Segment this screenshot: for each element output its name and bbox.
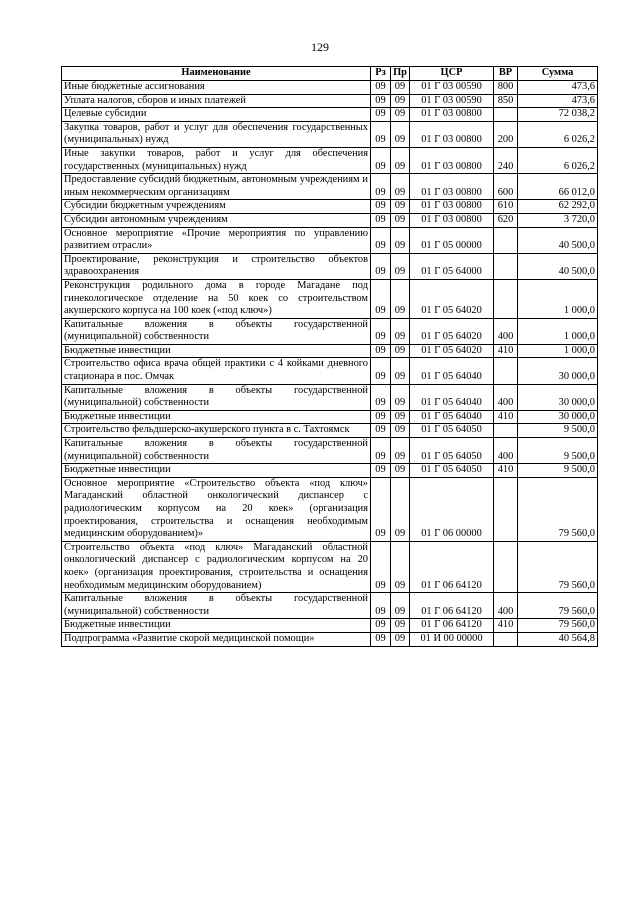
table-row bbox=[62, 279, 598, 318]
table-row bbox=[62, 147, 598, 173]
cell-vr: 800 bbox=[494, 81, 518, 95]
cell-vr: 410 bbox=[494, 410, 518, 424]
table-header-row bbox=[62, 67, 598, 81]
header-name: Наименование bbox=[62, 67, 371, 81]
table-row bbox=[62, 200, 598, 214]
cell-rz: 09 bbox=[371, 541, 391, 592]
cell-pr: 09 bbox=[391, 213, 410, 227]
cell-name: Иные бюджетные ассигнования bbox=[62, 81, 371, 95]
cell-pr: 09 bbox=[391, 344, 410, 358]
cell-rz: 09 bbox=[371, 384, 391, 410]
cell-sum: 1 000,0 bbox=[518, 344, 598, 358]
table-row bbox=[62, 358, 598, 384]
cell-pr: 09 bbox=[391, 279, 410, 318]
cell-sum: 40 500,0 bbox=[518, 253, 598, 279]
cell-sum: 473,6 bbox=[518, 81, 598, 95]
cell-rz: 09 bbox=[371, 279, 391, 318]
cell-name: Основное мероприятие «Строительство объекта «под ключ» Магаданский областной онкологический диспансер с радиологическим корпусом на 20 коек» (организация проектирования, строительства и оснащения необходимым медицинским оборудованием)» bbox=[62, 477, 371, 541]
header-csr: ЦСР bbox=[410, 67, 494, 81]
cell-rz: 09 bbox=[371, 81, 391, 95]
cell-rz: 09 bbox=[371, 593, 391, 619]
cell-pr: 09 bbox=[391, 147, 410, 173]
table-row bbox=[62, 438, 598, 464]
cell-csr: 01 Г 06 64120 bbox=[410, 619, 494, 633]
cell-csr: 01 Г 05 64020 bbox=[410, 344, 494, 358]
cell-csr: 01 Г 05 64040 bbox=[410, 410, 494, 424]
cell-sum: 30 000,0 bbox=[518, 358, 598, 384]
cell-pr: 09 bbox=[391, 593, 410, 619]
cell-csr: 01 Г 03 00800 bbox=[410, 108, 494, 122]
table-row bbox=[62, 384, 598, 410]
table-row bbox=[62, 619, 598, 633]
cell-sum: 79 560,0 bbox=[518, 619, 598, 633]
header-sum: Сумма bbox=[518, 67, 598, 81]
cell-pr: 09 bbox=[391, 464, 410, 478]
header-rz: Рз bbox=[371, 67, 391, 81]
cell-pr: 09 bbox=[391, 358, 410, 384]
cell-rz: 09 bbox=[371, 94, 391, 108]
cell-rz: 09 bbox=[371, 121, 391, 147]
cell-vr bbox=[494, 279, 518, 318]
cell-rz: 09 bbox=[371, 358, 391, 384]
cell-csr: 01 Г 03 00800 bbox=[410, 213, 494, 227]
cell-name: Целевые субсидии bbox=[62, 108, 371, 122]
cell-csr: 01 Г 06 00000 bbox=[410, 477, 494, 541]
cell-name: Бюджетные инвестиции bbox=[62, 464, 371, 478]
cell-sum: 1 000,0 bbox=[518, 279, 598, 318]
cell-sum: 9 500,0 bbox=[518, 464, 598, 478]
cell-pr: 09 bbox=[391, 384, 410, 410]
cell-vr: 620 bbox=[494, 213, 518, 227]
cell-sum: 79 560,0 bbox=[518, 593, 598, 619]
cell-sum: 40 564,8 bbox=[518, 632, 598, 646]
cell-name: Уплата налогов, сборов и иных платежей bbox=[62, 94, 371, 108]
cell-rz: 09 bbox=[371, 464, 391, 478]
cell-csr: 01 Г 03 00590 bbox=[410, 81, 494, 95]
cell-vr bbox=[494, 253, 518, 279]
table-row bbox=[62, 94, 598, 108]
cell-pr: 09 bbox=[391, 108, 410, 122]
cell-csr: 01 Г 05 64020 bbox=[410, 279, 494, 318]
cell-name: Бюджетные инвестиции bbox=[62, 410, 371, 424]
cell-name: Предоставление субсидий бюджетным, автономным учреждениям и иным некоммерческим организациям bbox=[62, 174, 371, 200]
cell-vr: 850 bbox=[494, 94, 518, 108]
cell-rz: 09 bbox=[371, 253, 391, 279]
table-row bbox=[62, 174, 598, 200]
cell-csr: 01 Г 05 64020 bbox=[410, 318, 494, 344]
page-number: 129 bbox=[311, 40, 329, 54]
cell-pr: 09 bbox=[391, 410, 410, 424]
cell-vr: 400 bbox=[494, 384, 518, 410]
table-row bbox=[62, 477, 598, 541]
cell-vr: 200 bbox=[494, 121, 518, 147]
cell-csr: 01 Г 06 64120 bbox=[410, 593, 494, 619]
cell-vr bbox=[494, 477, 518, 541]
cell-csr: 01 Г 05 00000 bbox=[410, 227, 494, 253]
cell-name: Капитальные вложения в объекты государственной (муниципальной) собственности bbox=[62, 438, 371, 464]
cell-sum: 79 560,0 bbox=[518, 477, 598, 541]
table-row bbox=[62, 108, 598, 122]
cell-rz: 09 bbox=[371, 477, 391, 541]
cell-sum: 79 560,0 bbox=[518, 541, 598, 592]
cell-name: Бюджетные инвестиции bbox=[62, 619, 371, 633]
cell-name: Проектирование, реконструкция и строительство объектов здравоохранения bbox=[62, 253, 371, 279]
cell-name: Строительство объекта «под ключ» Магаданский областной онкологический диспансер с радиологическим корпусом на 20 коек» (организация проектирования, строительства и оснащения необходимым медицинским оборудованием) bbox=[62, 541, 371, 592]
cell-pr: 09 bbox=[391, 227, 410, 253]
cell-sum: 6 026,2 bbox=[518, 147, 598, 173]
cell-vr: 410 bbox=[494, 344, 518, 358]
cell-csr: 01 Г 03 00800 bbox=[410, 121, 494, 147]
cell-csr: 01 Г 05 64050 bbox=[410, 438, 494, 464]
cell-sum: 72 038,2 bbox=[518, 108, 598, 122]
cell-vr: 400 bbox=[494, 593, 518, 619]
cell-name: Подпрограмма «Развитие скорой медицинской помощи» bbox=[62, 632, 371, 646]
cell-name: Капитальные вложения в объекты государственной (муниципальной) собственности bbox=[62, 593, 371, 619]
cell-name: Закупка товаров, работ и услуг для обеспечения государственных (муниципальных) нужд bbox=[62, 121, 371, 147]
cell-vr: 240 bbox=[494, 147, 518, 173]
cell-sum: 6 026,2 bbox=[518, 121, 598, 147]
cell-vr: 400 bbox=[494, 438, 518, 464]
cell-csr: 01 Г 03 00800 bbox=[410, 174, 494, 200]
cell-csr: 01 И 00 00000 bbox=[410, 632, 494, 646]
cell-pr: 09 bbox=[391, 632, 410, 646]
cell-name: Бюджетные инвестиции bbox=[62, 344, 371, 358]
cell-rz: 09 bbox=[371, 438, 391, 464]
cell-vr bbox=[494, 424, 518, 438]
table-row bbox=[62, 593, 598, 619]
cell-sum: 40 500,0 bbox=[518, 227, 598, 253]
table-row bbox=[62, 81, 598, 95]
cell-vr: 410 bbox=[494, 464, 518, 478]
cell-pr: 09 bbox=[391, 200, 410, 214]
cell-sum: 9 500,0 bbox=[518, 424, 598, 438]
table-body bbox=[62, 81, 598, 647]
cell-pr: 09 bbox=[391, 318, 410, 344]
cell-vr bbox=[494, 632, 518, 646]
cell-sum: 62 292,0 bbox=[518, 200, 598, 214]
cell-csr: 01 Г 05 64040 bbox=[410, 384, 494, 410]
cell-rz: 09 bbox=[371, 344, 391, 358]
cell-pr: 09 bbox=[391, 619, 410, 633]
cell-csr: 01 Г 03 00800 bbox=[410, 200, 494, 214]
cell-vr: 400 bbox=[494, 318, 518, 344]
table-row bbox=[62, 541, 598, 592]
cell-name: Иные закупки товаров, работ и услуг для обеспечения государственных (муниципальных) нужд bbox=[62, 147, 371, 173]
cell-rz: 09 bbox=[371, 424, 391, 438]
cell-rz: 09 bbox=[371, 227, 391, 253]
header-vr: ВР bbox=[494, 67, 518, 81]
budget-table bbox=[61, 66, 598, 647]
cell-pr: 09 bbox=[391, 121, 410, 147]
table-row bbox=[62, 253, 598, 279]
cell-rz: 09 bbox=[371, 318, 391, 344]
cell-rz: 09 bbox=[371, 200, 391, 214]
cell-vr: 600 bbox=[494, 174, 518, 200]
table-row bbox=[62, 318, 598, 344]
cell-sum: 1 000,0 bbox=[518, 318, 598, 344]
cell-sum: 9 500,0 bbox=[518, 438, 598, 464]
cell-vr: 610 bbox=[494, 200, 518, 214]
cell-sum: 30 000,0 bbox=[518, 384, 598, 410]
cell-name: Строительство офиса врача общей практики с 4 койками дневного стационара в пос. Омчак bbox=[62, 358, 371, 384]
cell-name: Субсидии бюджетным учреждениям bbox=[62, 200, 371, 214]
cell-csr: 01 Г 05 64050 bbox=[410, 424, 494, 438]
cell-csr: 01 Г 05 64040 bbox=[410, 358, 494, 384]
table-row bbox=[62, 424, 598, 438]
cell-rz: 09 bbox=[371, 619, 391, 633]
cell-pr: 09 bbox=[391, 81, 410, 95]
cell-name: Реконструкция родильного дома в городе Магадане под гинекологическое отделение на 50 коек со строительством акушерского корпуса на 100 коек («под ключ») bbox=[62, 279, 371, 318]
cell-name: Капитальные вложения в объекты государственной (муниципальной) собственности bbox=[62, 318, 371, 344]
cell-csr: 01 Г 05 64050 bbox=[410, 464, 494, 478]
cell-rz: 09 bbox=[371, 213, 391, 227]
cell-vr bbox=[494, 541, 518, 592]
cell-rz: 09 bbox=[371, 410, 391, 424]
cell-rz: 09 bbox=[371, 147, 391, 173]
table-row bbox=[62, 213, 598, 227]
cell-csr: 01 Г 05 64000 bbox=[410, 253, 494, 279]
cell-pr: 09 bbox=[391, 174, 410, 200]
cell-pr: 09 bbox=[391, 253, 410, 279]
cell-csr: 01 Г 03 00800 bbox=[410, 147, 494, 173]
cell-vr bbox=[494, 108, 518, 122]
cell-csr: 01 Г 03 00590 bbox=[410, 94, 494, 108]
cell-rz: 09 bbox=[371, 108, 391, 122]
cell-pr: 09 bbox=[391, 424, 410, 438]
cell-rz: 09 bbox=[371, 174, 391, 200]
table-row bbox=[62, 410, 598, 424]
cell-vr bbox=[494, 227, 518, 253]
table-row bbox=[62, 121, 598, 147]
cell-pr: 09 bbox=[391, 541, 410, 592]
cell-sum: 473,6 bbox=[518, 94, 598, 108]
header-pr: Пр bbox=[391, 67, 410, 81]
cell-sum: 3 720,0 bbox=[518, 213, 598, 227]
cell-rz: 09 bbox=[371, 632, 391, 646]
table-row bbox=[62, 632, 598, 646]
cell-pr: 09 bbox=[391, 438, 410, 464]
table-row bbox=[62, 464, 598, 478]
cell-vr: 410 bbox=[494, 619, 518, 633]
cell-pr: 09 bbox=[391, 94, 410, 108]
table-row bbox=[62, 344, 598, 358]
cell-sum: 30 000,0 bbox=[518, 410, 598, 424]
cell-pr: 09 bbox=[391, 477, 410, 541]
cell-name: Субсидии автономным учреждениям bbox=[62, 213, 371, 227]
cell-name: Строительство фельдшерско-акушерского пункта в с. Тахтоямск bbox=[62, 424, 371, 438]
cell-vr bbox=[494, 358, 518, 384]
cell-name: Основное мероприятие «Прочие мероприятия по управлению развитием отрасли» bbox=[62, 227, 371, 253]
cell-name: Капитальные вложения в объекты государственной (муниципальной) собственности bbox=[62, 384, 371, 410]
cell-sum: 66 012,0 bbox=[518, 174, 598, 200]
table-row bbox=[62, 227, 598, 253]
cell-csr: 01 Г 06 64120 bbox=[410, 541, 494, 592]
